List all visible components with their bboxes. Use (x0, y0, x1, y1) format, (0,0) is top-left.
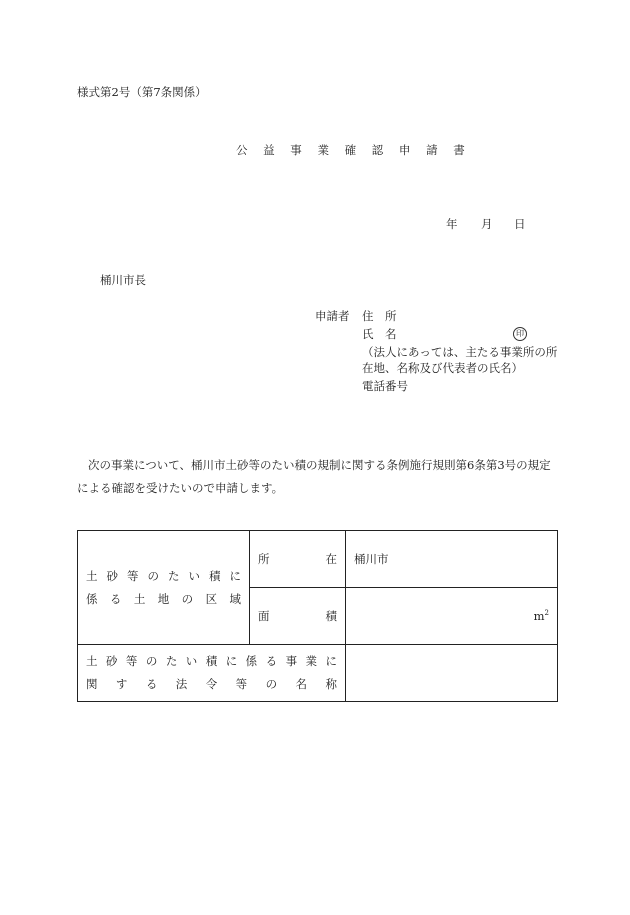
law-name-value-cell[interactable] (346, 645, 558, 702)
area-size-label: 面 積 (258, 608, 337, 623)
location-label-cell (250, 531, 346, 588)
area-unit-superscript: 2 (544, 609, 549, 618)
date-year-label: 年 (446, 217, 458, 231)
seal-mark: 印 (513, 327, 527, 341)
page-title: 公 益 事 業 確 認 申 請 書 (236, 143, 471, 157)
application-statement: 次の事業について、桶川市土砂等のたい積の規制に関する条例施行規則第6条第3号の規定による確認を受けたいので申請します。 (77, 458, 551, 495)
addressee: 桶川市長 (100, 273, 146, 287)
applicant-note-line2: 在地、名称及び代表者の氏名） (362, 361, 523, 375)
land-area-label-cell (78, 531, 250, 645)
phone-label: 電話番号 (362, 379, 408, 393)
applicant-label: 申請者 (315, 309, 350, 323)
location-value-cell[interactable] (346, 531, 558, 588)
location-label: 所 在 (258, 551, 337, 566)
area-size-value-cell[interactable] (346, 588, 558, 645)
area-unit: $m^2$ (533, 609, 549, 623)
law-name-label-line1: 土砂等のたい積に係る事業に (86, 654, 337, 668)
address-label: 住 所 (362, 309, 397, 323)
form-number: 様式第2号（第7条関係） (77, 85, 207, 99)
location-value: 桶川市 (354, 552, 389, 566)
area-size-label-cell (250, 588, 346, 645)
applicant-note-line1: （法人にあっては、主たる事業所の所 (362, 345, 558, 359)
application-table (77, 530, 558, 702)
date-month-label: 月 (481, 217, 493, 231)
land-area-label-line1: 土砂等のたい積に (86, 568, 241, 583)
date-day-label: 日 (514, 217, 526, 231)
name-label: 氏 名 (362, 327, 397, 341)
law-name-label-cell (78, 645, 346, 702)
law-name-label-line2: 関する法令等の名称 (86, 677, 337, 691)
land-area-label-line2: 係る土地の区域 (86, 591, 241, 606)
